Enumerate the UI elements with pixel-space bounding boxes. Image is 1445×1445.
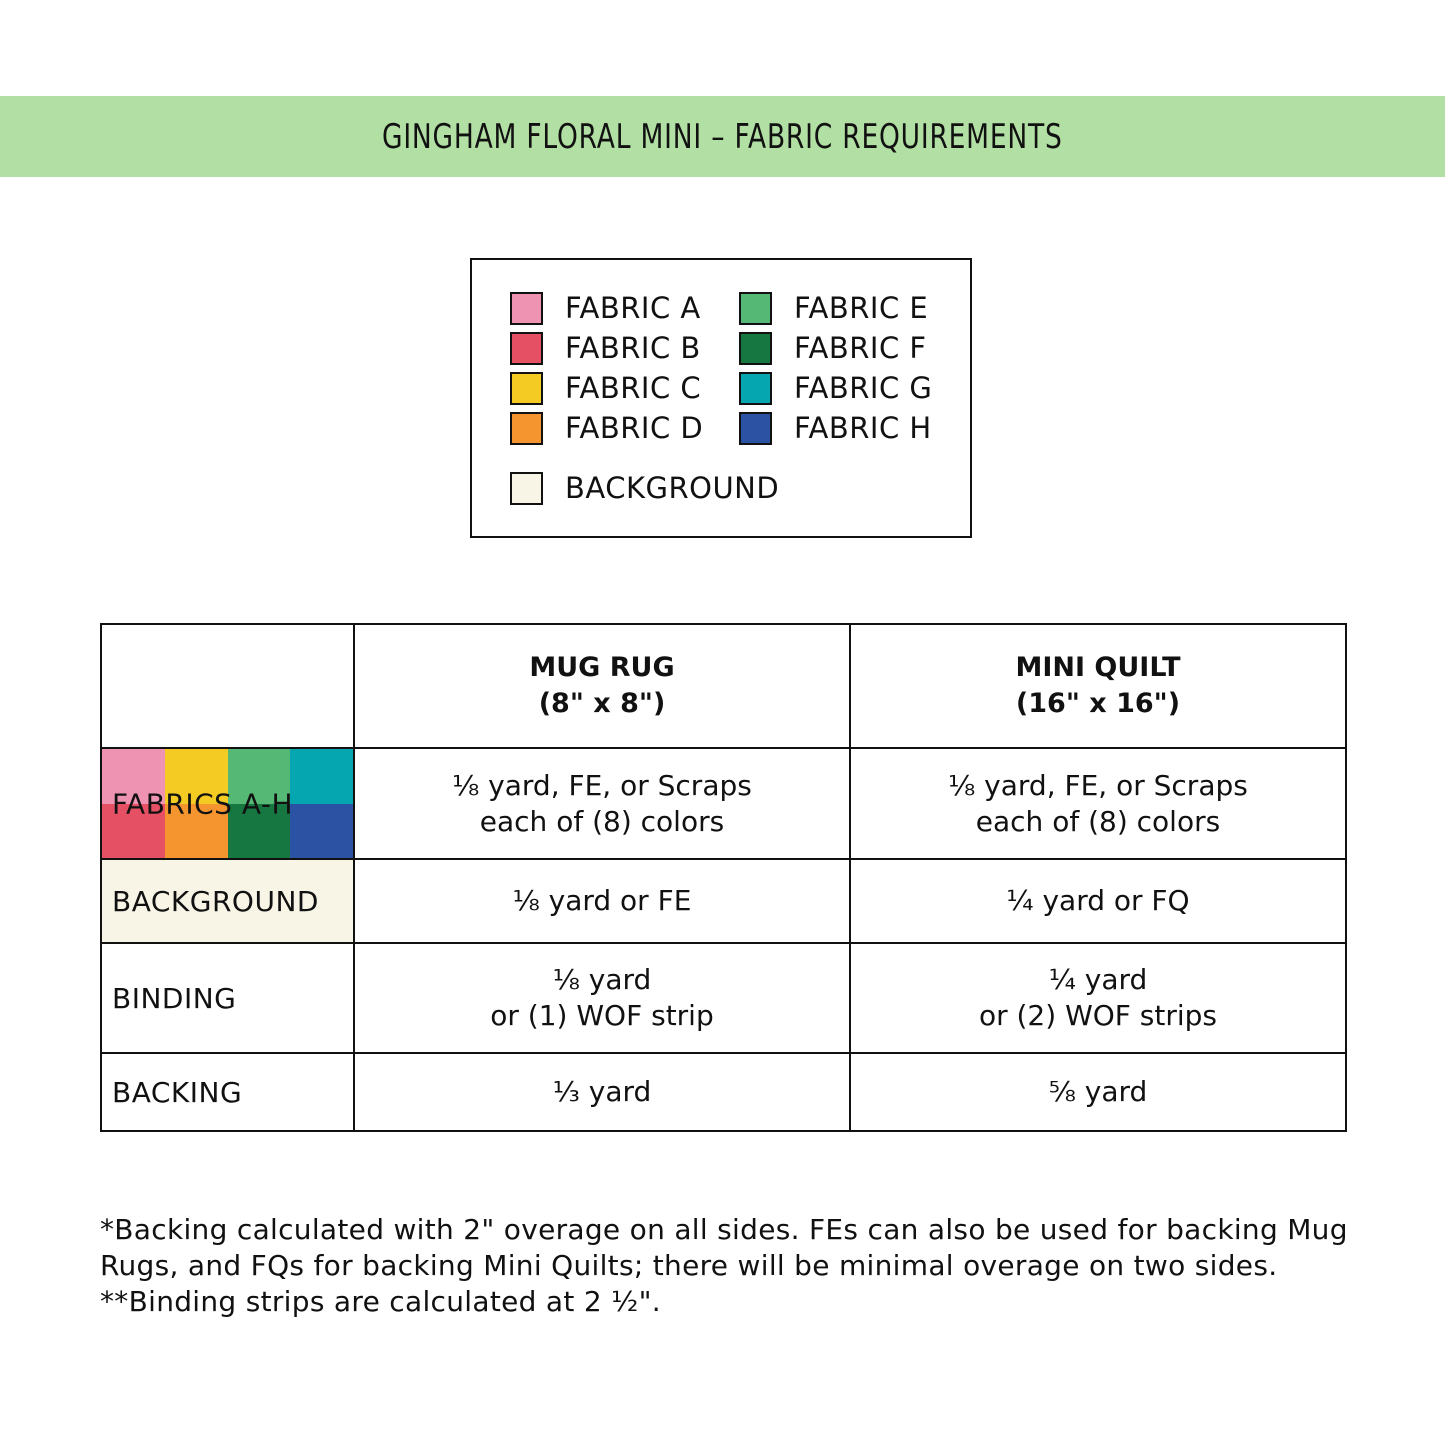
legend-swatch <box>739 372 772 405</box>
mini-quilt-cell <box>850 748 1346 859</box>
color-legend <box>470 258 972 538</box>
cell-line: ⅛ yard <box>552 963 652 996</box>
header-size: (16" x 16") <box>1015 688 1181 719</box>
mug-rug-cell <box>354 748 850 859</box>
row-label: BACKGROUND <box>101 859 354 943</box>
legend-label: FABRIC C <box>565 371 702 405</box>
legend-label: FABRIC D <box>565 411 704 445</box>
table-row <box>101 748 1346 859</box>
cell-line: ⅓ yard <box>552 1075 652 1108</box>
table-row <box>101 1053 1346 1131</box>
cell-line: ⅛ yard or FE <box>512 884 692 917</box>
legend-item-fabric-g <box>739 371 932 405</box>
mini-quilt-cell <box>850 1053 1346 1131</box>
legend-item-fabric-e <box>739 291 928 325</box>
fabric-grid-square <box>290 749 353 804</box>
legend-item-fabric-d <box>510 411 703 445</box>
legend-label: FABRIC E <box>794 291 929 325</box>
cell-line: ¼ yard <box>1048 963 1148 996</box>
mug-rug-cell <box>354 1053 850 1131</box>
header-name: MUG RUG <box>529 652 675 683</box>
legend-item-fabric-b <box>510 331 701 365</box>
legend-label: BACKGROUND <box>565 471 780 505</box>
requirements-table <box>100 623 1347 1132</box>
legend-swatch <box>510 372 543 405</box>
mug-rug-cell <box>354 859 850 943</box>
legend-item-fabric-c <box>510 371 701 405</box>
header-name: MINI QUILT <box>1015 652 1181 683</box>
cell-line: or (2) WOF strips <box>978 999 1218 1032</box>
legend-swatch <box>510 332 543 365</box>
legend-swatch <box>510 472 543 505</box>
legend-swatch <box>510 292 543 325</box>
mini-quilt-cell <box>850 943 1346 1053</box>
row-label: FABRICS A-H <box>112 787 294 820</box>
legend-swatch <box>739 332 772 365</box>
cell-line: or (1) WOF strip <box>490 999 714 1032</box>
header-size: (8" x 8") <box>538 688 666 719</box>
footnotes <box>100 1212 1350 1320</box>
mug-rug-cell <box>354 943 850 1053</box>
legend-item-fabric-a <box>510 291 701 325</box>
header-mini-quilt <box>850 624 1346 748</box>
footnote-binding: **Binding strips are calculated at 2 ½". <box>100 1285 661 1318</box>
legend-item-fabric-f <box>739 331 927 365</box>
legend-label: FABRIC F <box>794 331 927 365</box>
header-mug-rug <box>354 624 850 748</box>
legend-label: FABRIC A <box>565 291 701 325</box>
cell-line: ⅛ yard, FE, or Scraps <box>452 768 752 802</box>
fabric-grid-square <box>290 804 353 859</box>
legend-swatch <box>739 412 772 445</box>
cell-line: each of (8) colors <box>479 804 725 838</box>
table-header-row <box>101 624 1346 748</box>
legend-item-fabric-h <box>739 411 932 445</box>
mini-quilt-cell <box>850 859 1346 943</box>
cell-line: ¼ yard or FQ <box>1006 884 1190 917</box>
legend-label: FABRIC H <box>794 411 932 445</box>
page-title: GINGHAM FLORAL MINI – FABRIC REQUIREMENTS <box>382 116 1063 157</box>
cell-line: ⅝ yard <box>1048 1075 1148 1108</box>
legend-swatch <box>739 292 772 325</box>
cell-line: ⅛ yard, FE, or Scraps <box>948 768 1248 802</box>
legend-label: FABRIC G <box>794 371 933 405</box>
row-label: BACKING <box>101 1053 354 1131</box>
cell-line: each of (8) colors <box>975 804 1221 838</box>
footnote-backing: *Backing calculated with 2" overage on all sides. FEs can also be used for backing Mug Rugs, and FQs for backing Mini Quilts; there will be minimal overage on two sides. <box>100 1213 1348 1282</box>
legend-label: FABRIC B <box>565 331 701 365</box>
row-label: BINDING <box>101 943 354 1053</box>
title-band <box>0 96 1445 177</box>
legend-item-background <box>510 471 779 505</box>
table-row <box>101 859 1346 943</box>
header-empty-cell <box>101 624 354 748</box>
fabrics-label-cell <box>101 748 354 859</box>
table-row <box>101 943 1346 1053</box>
legend-swatch <box>510 412 543 445</box>
